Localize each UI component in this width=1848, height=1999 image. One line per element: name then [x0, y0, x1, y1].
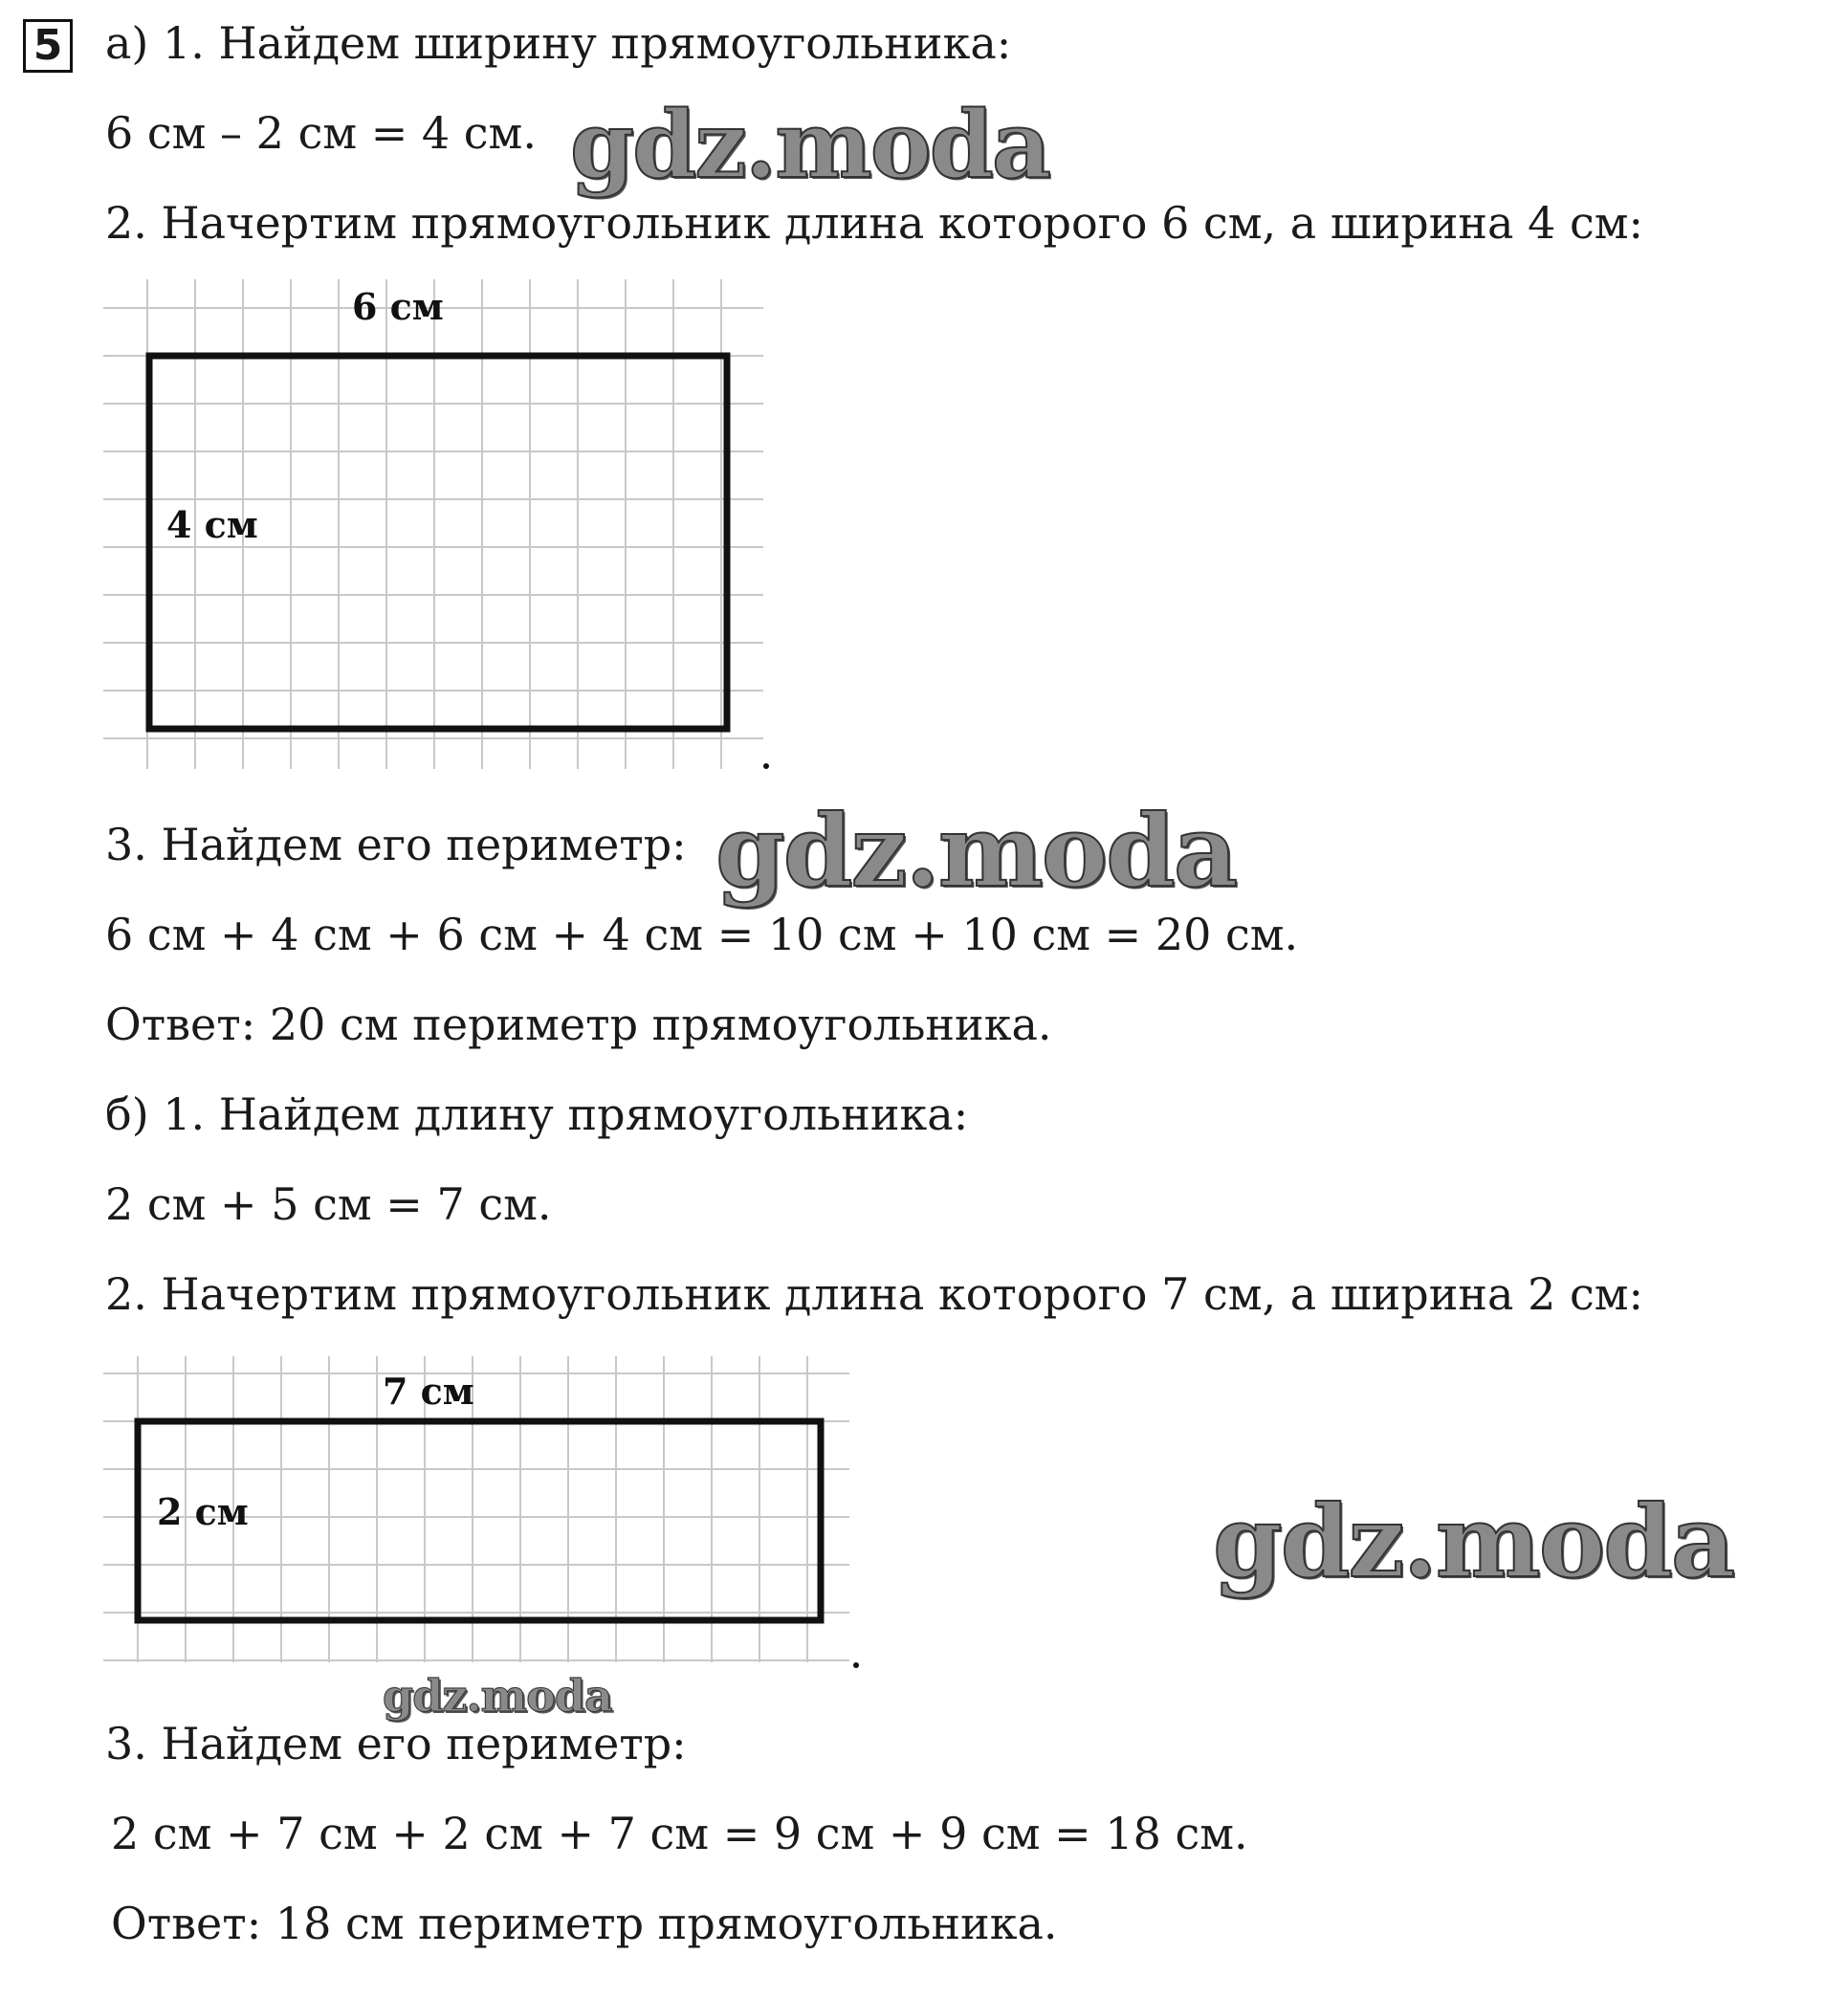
task-number-box: 5	[23, 19, 73, 73]
watermark-logo: gdz.moda	[383, 1670, 612, 1722]
rectangle-figure-b	[103, 1356, 859, 1672]
period-dot	[763, 763, 769, 769]
part-a-step1: а) 1. Найдем ширину прямоугольника:	[105, 17, 1012, 69]
part-b-calc3: 2 см + 7 см + 2 см + 7 см = 9 см + 9 см = 18 см.	[111, 1808, 1248, 1859]
length-label-a: 6 см	[352, 285, 444, 328]
part-b-calc1: 2 см + 5 см = 7 см.	[105, 1178, 552, 1230]
part-a-calc1: 6 см – 2 см = 4 см.	[105, 107, 537, 159]
watermark-logo: gdz.moda	[570, 91, 1050, 199]
rectangle-figure-a	[103, 279, 773, 777]
part-a-answer: Ответ: 20 см периметр прямоугольника.	[105, 999, 1052, 1050]
width-label-a: 4 см	[166, 503, 258, 546]
period-dot	[853, 1662, 859, 1668]
part-a-step3: 3. Найдем его периметр:	[105, 819, 687, 870]
part-a-step2: 2. Начертим прямоугольник длина которого 6 см, а ширина 4 см:	[105, 197, 1644, 249]
part-b-step1: б) 1. Найдем длину прямоугольника:	[105, 1088, 969, 1140]
watermark-logo: gdz.moda	[715, 792, 1237, 910]
part-a-calc3: 6 см + 4 см + 6 см + 4 см = 10 см + 10 см = 20 см.	[105, 909, 1299, 960]
watermark-logo: gdz.moda	[1213, 1483, 1734, 1600]
width-label-b: 2 см	[157, 1490, 249, 1533]
part-b-step2: 2. Начертим прямоугольник длина которого 7 см, а ширина 2 см:	[105, 1268, 1644, 1320]
part-b-answer: Ответ: 18 см периметр прямоугольника.	[111, 1898, 1058, 1949]
part-b-step3: 3. Найдем его периметр:	[105, 1718, 687, 1769]
length-label-b: 7 см	[383, 1370, 474, 1413]
